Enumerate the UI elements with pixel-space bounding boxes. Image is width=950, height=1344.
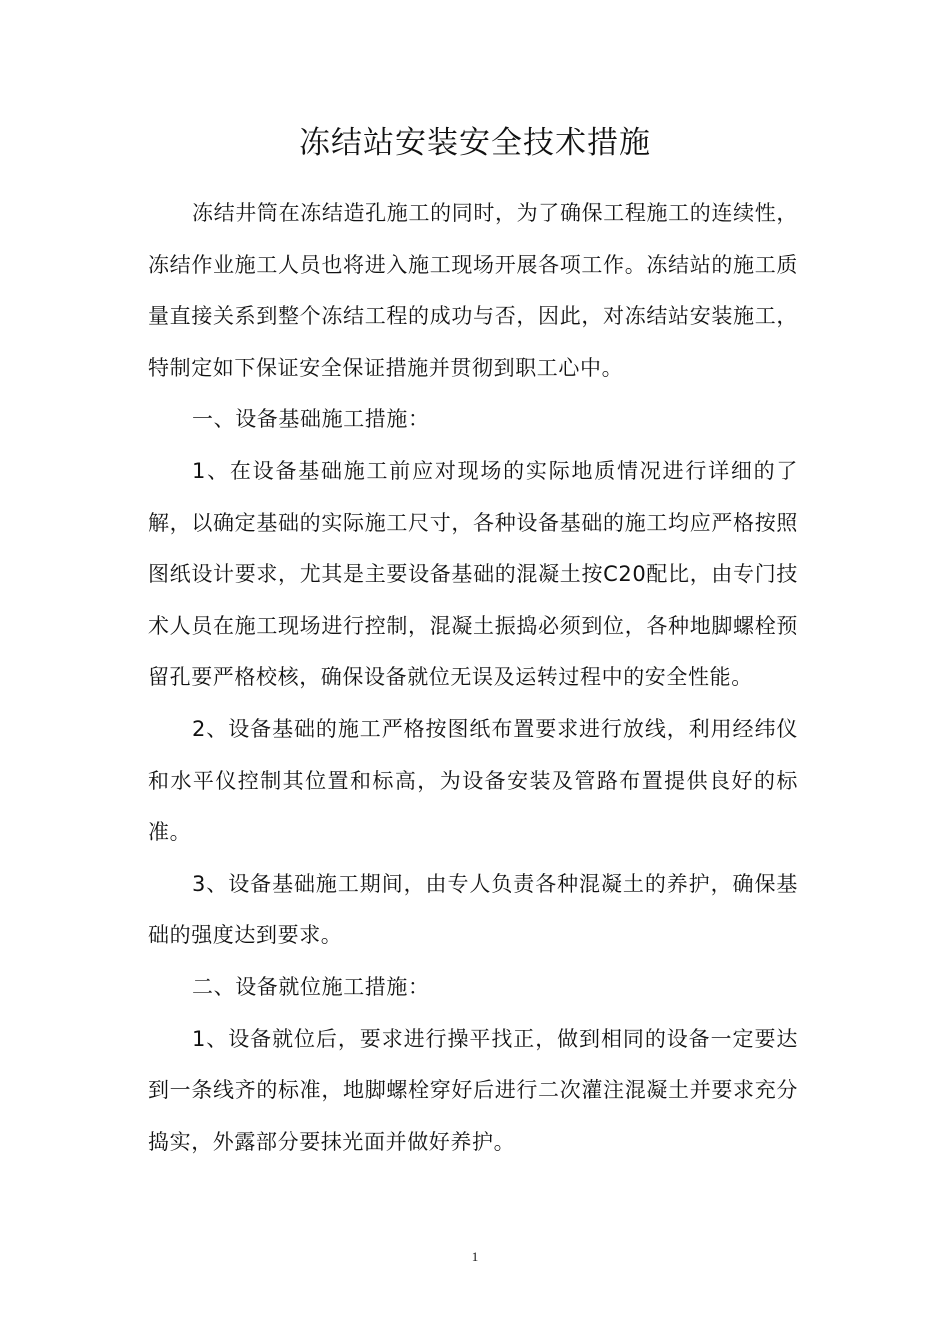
paragraph-2-1: 1、设备就位后，要求进行操平找正，做到相同的设备一定要达到一条线齐的标准，地脚螺栓穿好后进行二次灌注混凝土并要求充分捣实，外露部分要抹光面并做好养护。	[148, 1026, 798, 1154]
paragraph-1-3: 3、设备基础施工期间，由专人负责各种混凝土的养护，确保基础的强度达到要求。	[148, 871, 798, 948]
document-title: 冻结站安装安全技术措施	[299, 125, 651, 161]
section-heading-1: 一、设备基础施工措施：	[192, 407, 430, 432]
paragraph-1-1: 1、在设备基础施工前应对现场的实际地质情况进行详细的了解，以确定基础的实际施工尺寸，各种设备基础的施工均应严格按照图纸设计要求，尤其是主要设备基础的混凝土按C20配比，由专门技术人员在施工现场进行控制，混凝土振捣必须到位，各种地脚螺栓预留孔要严格校核，确保设备就位无误及运转过程中的安全性能。	[148, 458, 798, 690]
page-number: 1	[471, 1249, 479, 1264]
paragraph-1-2: 2、设备基础的施工严格按图纸布置要求进行放线，利用经纬仪和水平仪控制其位置和标高，为设备安装及管路布置提供良好的标准。	[148, 716, 798, 845]
paragraph-intro: 冻结井筒在冻结造孔施工的同时，为了确保工程施工的连续性，冻结作业施工人员也将进入施工现场开展各项工作。冻结站的施工质量直接关系到整个冻结工程的成功与否，因此，对冻结站安装施工，特制定如下保证安全保证措施并贯彻到职工心中。	[148, 201, 798, 380]
document-body	[148, 188, 798, 1168]
section-heading-2: 二、设备就位施工措施：	[192, 974, 430, 999]
